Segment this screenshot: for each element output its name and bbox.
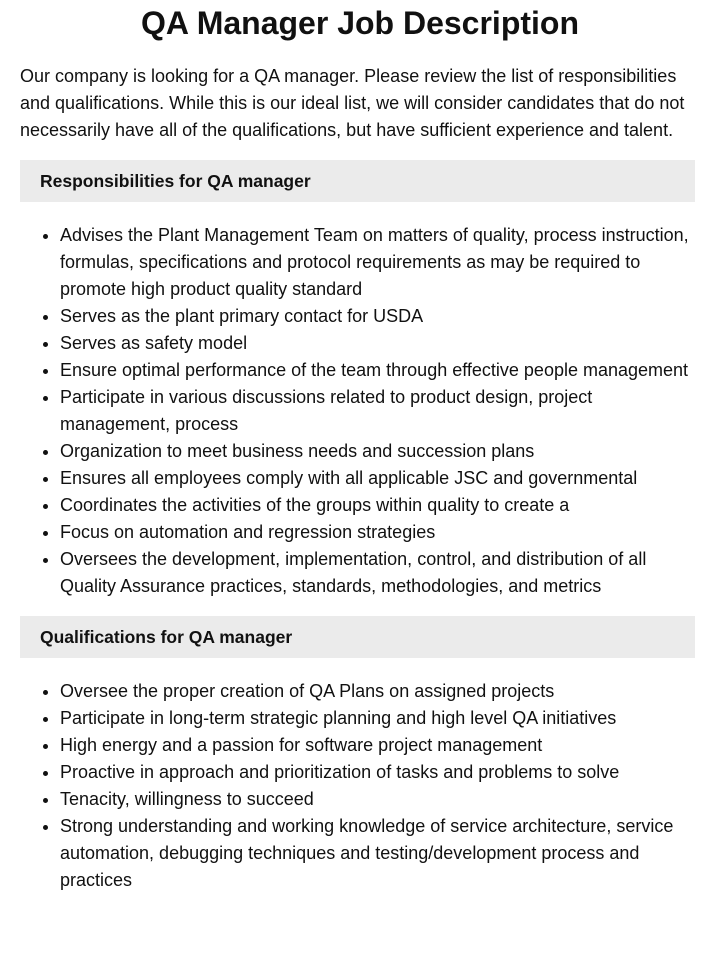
qualifications-list bbox=[20, 678, 695, 894]
list-item: • Serves as the plant primary contact for USDA bbox=[60, 303, 695, 330]
responsibilities-list bbox=[20, 222, 695, 600]
page-title: QA Manager Job Description bbox=[141, 5, 579, 41]
list-item: • Tenacity, willingness to succeed bbox=[60, 786, 695, 813]
responsibilities-heading: Responsibilities for QA manager bbox=[20, 160, 695, 202]
list-item: • Participate in various discussions related to product design, project management, process bbox=[60, 384, 695, 438]
list-item: • Ensure optimal performance of the team through effective people management bbox=[60, 357, 695, 384]
list-item: • Participate in long-term strategic planning and high level QA initiatives bbox=[60, 705, 695, 732]
list-item: • Proactive in approach and prioritization of tasks and problems to solve bbox=[60, 759, 695, 786]
list-item: • Ensures all employees comply with all applicable JSC and governmental bbox=[60, 465, 695, 492]
list-item: • Strong understanding and working knowledge of service architecture, service automation, debugging techniques and testing/development process and practices bbox=[60, 813, 695, 894]
intro-paragraph: Our company is looking for a QA manager. Please review the list of responsibilities and qualifications. While this is our ideal list, we will consider candidates that do not necessarily have all of the qualifications, but have sufficient experience and talent. bbox=[20, 66, 685, 140]
list-item: • Oversee the proper creation of QA Plans on assigned projects bbox=[60, 678, 695, 705]
list-item: • Organization to meet business needs and succession plans bbox=[60, 438, 695, 465]
list-item: • Advises the Plant Management Team on matters of quality, process instruction, formulas, specifications and protocol requirements as may be required to promote high product quality standard bbox=[60, 222, 695, 303]
list-item: • Serves as safety model bbox=[60, 330, 695, 357]
list-item: • High energy and a passion for software project management bbox=[60, 732, 695, 759]
list-item: • Coordinates the activities of the groups within quality to create a bbox=[60, 492, 695, 519]
list-item: • Oversees the development, implementation, control, and distribution of all Quality Assurance practices, standards, methodologies, and metrics bbox=[60, 546, 695, 600]
list-item: • Focus on automation and regression strategies bbox=[60, 519, 695, 546]
qualifications-heading: Qualifications for QA manager bbox=[20, 616, 695, 658]
